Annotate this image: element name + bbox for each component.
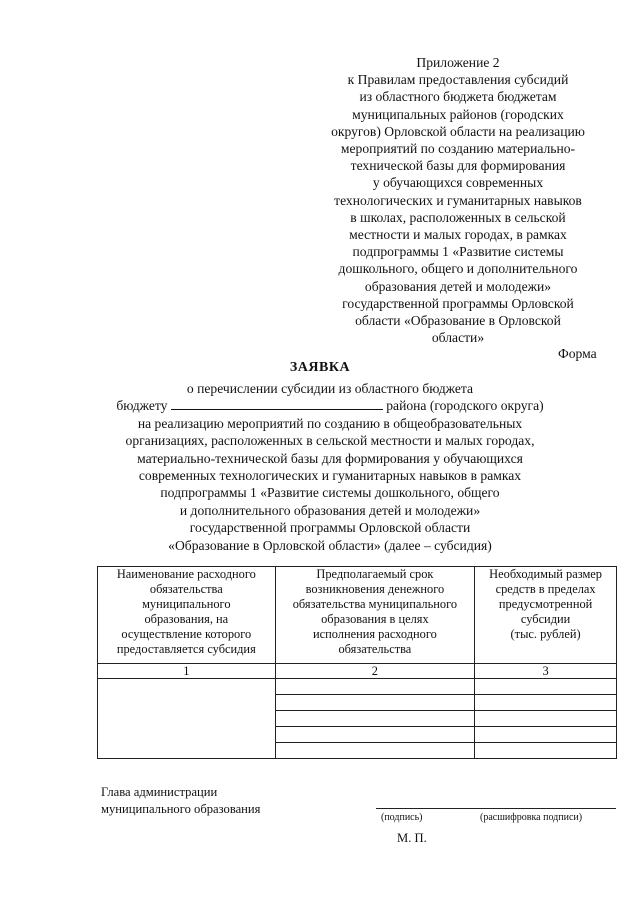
- table-cell[interactable]: [475, 727, 617, 743]
- header-line: образования в целях: [321, 612, 429, 626]
- table-cell-obligation[interactable]: [98, 679, 276, 759]
- header-line: Предполагаемый срок: [316, 567, 434, 581]
- appendix-line: технической базы для формирования: [350, 158, 566, 174]
- appendix-line: Приложение 2: [416, 55, 500, 70]
- signatory-title: муниципального образования: [101, 802, 261, 816]
- request-text: [80, 380, 580, 554]
- request-line: подпрограммы 1 «Развитие системы дошкольного, общего: [160, 485, 500, 501]
- column-number: 1: [98, 664, 276, 679]
- table-cell[interactable]: [275, 711, 475, 727]
- table-cell[interactable]: [475, 711, 617, 727]
- appendix-line: мероприятий по созданию материально-: [340, 141, 576, 157]
- header-line: предусмотренной: [498, 597, 593, 611]
- appendix-line: к Правилам предоставления субсидий: [347, 72, 569, 88]
- district-name-blank[interactable]: [171, 397, 383, 410]
- header-line: средств в пределах: [495, 582, 596, 596]
- appendix-line: округов) Орловской области на реализацию: [331, 123, 585, 139]
- table-cell[interactable]: [275, 743, 475, 759]
- appendix-line: области»: [431, 330, 485, 346]
- appendix-line: местности и малых городах, в рамках: [349, 227, 567, 243]
- table-cell[interactable]: [275, 727, 475, 743]
- signature-decode-caption: (расшифровка подписи): [480, 812, 583, 823]
- table-cell[interactable]: [275, 679, 475, 695]
- budget-line: [80, 397, 580, 414]
- signatory-block: [101, 784, 260, 818]
- appendix-line: государственной программы Орловской: [342, 295, 574, 311]
- header-line: обязательства: [338, 642, 412, 656]
- document-title: ЗАЯВКА: [289, 360, 351, 375]
- appendix-line: области «Образование в Орловской: [355, 313, 561, 329]
- header-line: возникновения денежного: [305, 582, 445, 596]
- header-required-amount: [475, 567, 617, 664]
- table-cell[interactable]: [275, 695, 475, 711]
- header-line: (тыс. рублей): [510, 627, 581, 641]
- header-line: Наименование расходного: [116, 567, 256, 581]
- appendix-line: из областного бюджета бюджетам: [359, 89, 557, 105]
- signature-caption: (подпись): [381, 812, 423, 823]
- request-line: государственной программы Орловской области: [189, 520, 471, 536]
- table-number-row: [98, 664, 617, 679]
- request-line: о перечислении субсидии из областного бюджета: [186, 381, 474, 396]
- header-line: муниципального: [142, 597, 231, 611]
- header-line: Необходимый размер: [489, 567, 602, 581]
- appendix-line: технологических и гуманитарных навыков: [334, 192, 582, 208]
- header-line: субсидии: [520, 612, 571, 626]
- header-line: обязательства муниципального: [292, 597, 458, 611]
- appendix-line: подпрограммы 1 «Развитие системы: [352, 244, 564, 260]
- request-line: организациях, расположенных в сельской местности и малых городах,: [125, 433, 535, 449]
- appendix-line: муниципальных районов (городских: [352, 106, 564, 122]
- column-number: 3: [475, 664, 617, 679]
- request-line: материально-технической базы для формирования у обучающихся: [137, 450, 523, 466]
- table-cell[interactable]: [475, 679, 617, 695]
- header-line: осуществление которого: [121, 627, 252, 641]
- signatory-title: Глава администрации: [101, 785, 218, 799]
- table-cell[interactable]: [475, 695, 617, 711]
- header-line: обязательства: [149, 582, 223, 596]
- request-line: и дополнительного образования детей и молодежи»: [179, 502, 481, 518]
- header-expense-obligation: [98, 567, 276, 664]
- appendix-line: дошкольного, общего и дополнительного: [338, 261, 578, 277]
- request-line: современных технологических и гуманитарных навыков в рамках: [138, 468, 522, 484]
- appendix-line: в школах, расположенных в сельской: [350, 209, 566, 225]
- header-expected-date: [275, 567, 475, 664]
- request-line: «Образование в Орловской области» (далее – субсидия): [168, 537, 492, 553]
- appendix-line: образования детей и молодежи»: [364, 278, 552, 294]
- column-number: 2: [275, 664, 475, 679]
- budget-suffix: района (городского округа): [386, 398, 544, 414]
- appendix-block: [300, 54, 616, 346]
- form-label: Форма: [558, 346, 597, 361]
- request-table: [97, 566, 617, 759]
- appendix-line: у обучающихся современных: [372, 175, 544, 191]
- table-row: [98, 679, 617, 695]
- header-line: образования, на: [144, 612, 229, 626]
- header-line: предоставляется субсидия: [116, 642, 256, 656]
- signature-line[interactable]: [376, 808, 616, 809]
- table-header-row: [98, 567, 617, 664]
- request-line: на реализацию мероприятий по созданию в общеобразовательных: [137, 415, 523, 431]
- header-line: исполнения расходного: [312, 627, 437, 641]
- stamp-place: М. П.: [397, 831, 427, 845]
- table-cell[interactable]: [475, 743, 617, 759]
- budget-prefix: бюджету: [116, 398, 168, 414]
